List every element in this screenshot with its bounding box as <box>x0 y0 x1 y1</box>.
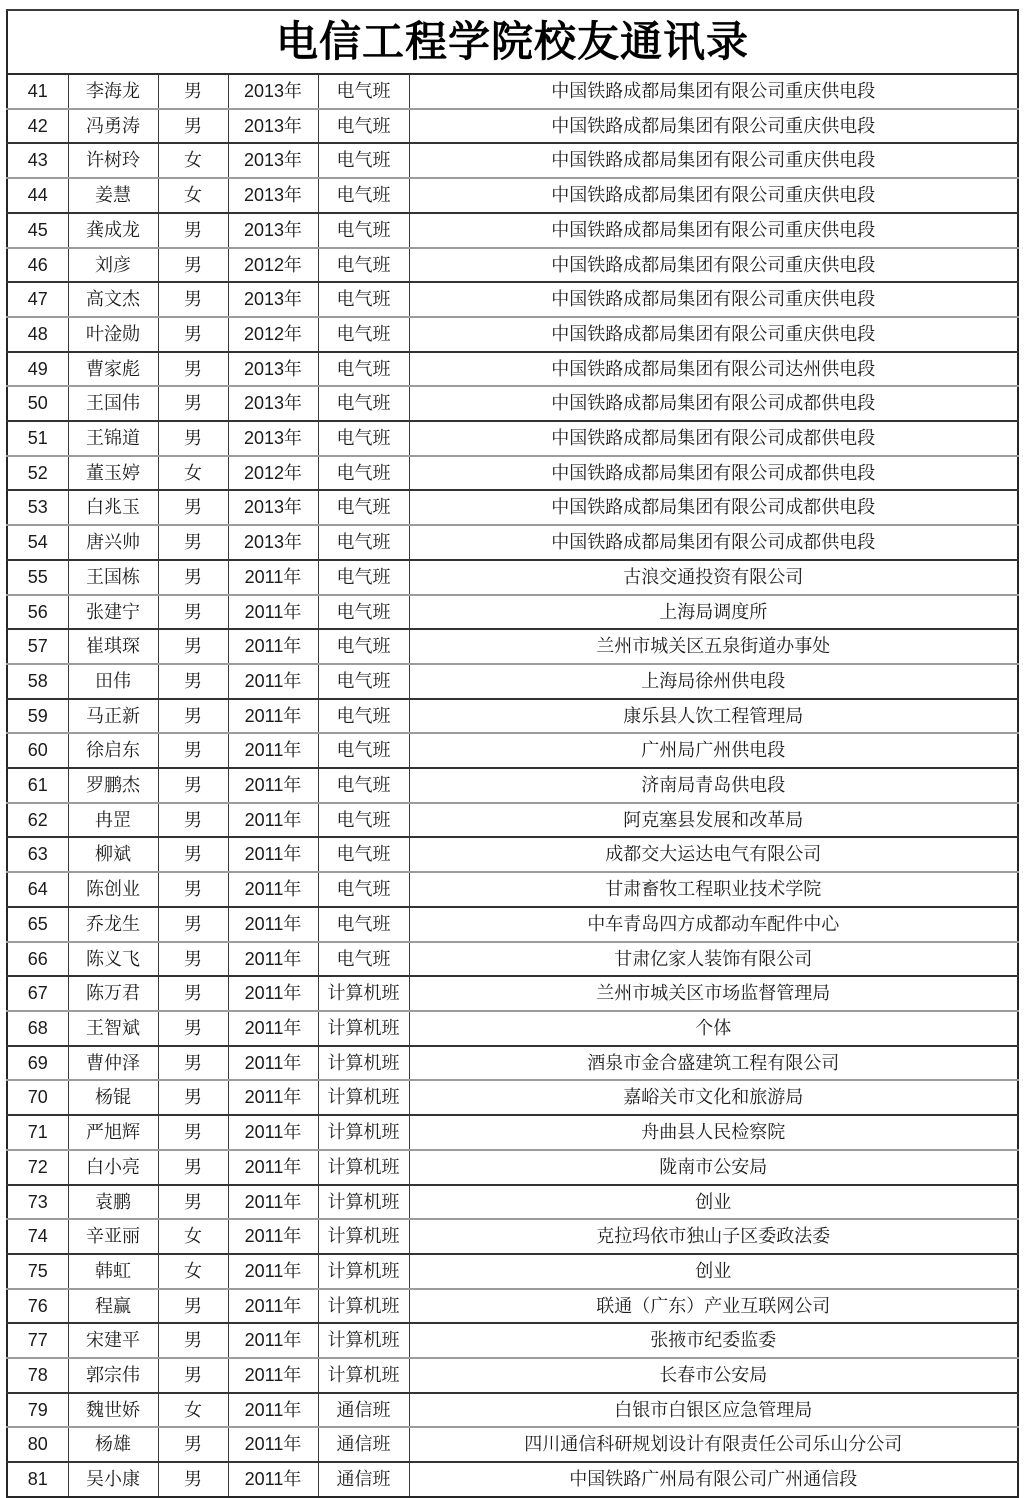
table-row <box>7 1289 1018 1324</box>
cell-workplace: 陇南市公安局 <box>409 1150 1018 1185</box>
cell-class: 计算机班 <box>318 1046 409 1081</box>
cell-workplace: 中国铁路成都局集团有限公司成都供电段 <box>409 386 1018 421</box>
cell-row-number: 80 <box>7 1427 68 1462</box>
cell-name: 白小亮 <box>68 1150 158 1185</box>
cell-row-number: 42 <box>7 109 68 144</box>
cell-name: 陈创业 <box>68 872 158 907</box>
table-row <box>7 1254 1018 1289</box>
cell-gender: 男 <box>158 1358 228 1393</box>
cell-workplace: 中国铁路成都局集团有限公司成都供电段 <box>409 525 1018 560</box>
table-row <box>7 1393 1018 1428</box>
cell-name: 许树玲 <box>68 143 158 178</box>
cell-year: 2011年 <box>228 837 318 872</box>
cell-workplace: 济南局青岛供电段 <box>409 768 1018 803</box>
cell-row-number: 43 <box>7 143 68 178</box>
cell-year: 2011年 <box>228 1011 318 1046</box>
cell-year: 2011年 <box>228 1254 318 1289</box>
table-row <box>7 525 1018 560</box>
cell-class: 电气班 <box>318 595 409 630</box>
cell-gender: 男 <box>158 352 228 387</box>
cell-row-number: 57 <box>7 629 68 664</box>
cell-year: 2013年 <box>228 143 318 178</box>
cell-class: 电气班 <box>318 733 409 768</box>
cell-row-number: 66 <box>7 942 68 977</box>
table-row <box>7 1427 1018 1462</box>
cell-class: 电气班 <box>318 560 409 595</box>
cell-workplace: 中国铁路成都局集团有限公司重庆供电段 <box>409 282 1018 317</box>
cell-year: 2011年 <box>228 664 318 699</box>
cell-class: 计算机班 <box>318 1358 409 1393</box>
cell-gender: 女 <box>158 456 228 491</box>
cell-gender: 男 <box>158 1323 228 1358</box>
cell-class: 计算机班 <box>318 1080 409 1115</box>
cell-gender: 男 <box>158 976 228 1011</box>
cell-workplace: 中国铁路成都局集团有限公司重庆供电段 <box>409 317 1018 352</box>
cell-name: 韩虹 <box>68 1254 158 1289</box>
cell-row-number: 55 <box>7 560 68 595</box>
cell-gender: 男 <box>158 525 228 560</box>
cell-gender: 男 <box>158 803 228 838</box>
cell-class: 电气班 <box>318 143 409 178</box>
cell-class: 电气班 <box>318 664 409 699</box>
cell-workplace: 兰州市城关区市场监督管理局 <box>409 976 1018 1011</box>
cell-workplace: 广州局广州供电段 <box>409 733 1018 768</box>
cell-workplace: 克拉玛依市独山子区委政法委 <box>409 1219 1018 1254</box>
cell-gender: 女 <box>158 178 228 213</box>
cell-workplace: 中国铁路成都局集团有限公司成都供电段 <box>409 421 1018 456</box>
cell-gender: 男 <box>158 560 228 595</box>
cell-name: 杨雄 <box>68 1427 158 1462</box>
cell-workplace: 中国铁路成都局集团有限公司重庆供电段 <box>409 74 1018 109</box>
cell-row-number: 41 <box>7 74 68 109</box>
cell-row-number: 70 <box>7 1080 68 1115</box>
cell-gender: 男 <box>158 942 228 977</box>
cell-class: 计算机班 <box>318 1011 409 1046</box>
cell-gender: 女 <box>158 143 228 178</box>
cell-year: 2012年 <box>228 317 318 352</box>
cell-name: 李海龙 <box>68 74 158 109</box>
cell-class: 通信班 <box>318 1462 409 1497</box>
cell-name: 曹家彪 <box>68 352 158 387</box>
cell-name: 严旭辉 <box>68 1115 158 1150</box>
cell-workplace: 联通（广东）产业互联网公司 <box>409 1289 1018 1324</box>
cell-workplace: 中国铁路成都局集团有限公司达州供电段 <box>409 352 1018 387</box>
cell-workplace: 上海局徐州供电段 <box>409 664 1018 699</box>
cell-year: 2011年 <box>228 560 318 595</box>
page-title: 电信工程学院校友通讯录 <box>7 10 1018 74</box>
cell-name: 宋建平 <box>68 1323 158 1358</box>
cell-year: 2011年 <box>228 1185 318 1220</box>
cell-gender: 男 <box>158 733 228 768</box>
cell-gender: 男 <box>158 386 228 421</box>
cell-class: 电气班 <box>318 872 409 907</box>
cell-year: 2013年 <box>228 421 318 456</box>
cell-name: 徐启东 <box>68 733 158 768</box>
cell-name: 张建宁 <box>68 595 158 630</box>
cell-row-number: 73 <box>7 1185 68 1220</box>
cell-class: 电气班 <box>318 803 409 838</box>
cell-name: 田伟 <box>68 664 158 699</box>
cell-name: 王国栋 <box>68 560 158 595</box>
cell-year: 2013年 <box>228 213 318 248</box>
table-row <box>7 1323 1018 1358</box>
table-row <box>7 629 1018 664</box>
cell-workplace: 创业 <box>409 1185 1018 1220</box>
cell-name: 陈义飞 <box>68 942 158 977</box>
table-row <box>7 595 1018 630</box>
cell-year: 2011年 <box>228 803 318 838</box>
cell-year: 2011年 <box>228 595 318 630</box>
table-row <box>7 1080 1018 1115</box>
cell-row-number: 68 <box>7 1011 68 1046</box>
cell-row-number: 60 <box>7 733 68 768</box>
cell-gender: 女 <box>158 1219 228 1254</box>
cell-workplace: 古浪交通投资有限公司 <box>409 560 1018 595</box>
cell-year: 2011年 <box>228 1358 318 1393</box>
table-row <box>7 1185 1018 1220</box>
cell-name: 袁鹏 <box>68 1185 158 1220</box>
cell-gender: 男 <box>158 1185 228 1220</box>
cell-gender: 男 <box>158 213 228 248</box>
table-row <box>7 803 1018 838</box>
cell-class: 电气班 <box>318 942 409 977</box>
cell-gender: 男 <box>158 1462 228 1497</box>
cell-workplace: 中国铁路成都局集团有限公司成都供电段 <box>409 456 1018 491</box>
cell-row-number: 72 <box>7 1150 68 1185</box>
title-row <box>7 10 1018 74</box>
cell-class: 电气班 <box>318 74 409 109</box>
cell-class: 电气班 <box>318 907 409 942</box>
cell-row-number: 56 <box>7 595 68 630</box>
cell-class: 通信班 <box>318 1427 409 1462</box>
table-row <box>7 248 1018 283</box>
cell-row-number: 74 <box>7 1219 68 1254</box>
table-row <box>7 1046 1018 1081</box>
cell-name: 王国伟 <box>68 386 158 421</box>
cell-name: 唐兴帅 <box>68 525 158 560</box>
cell-row-number: 77 <box>7 1323 68 1358</box>
cell-workplace: 阿克塞县发展和改革局 <box>409 803 1018 838</box>
cell-class: 电气班 <box>318 317 409 352</box>
table-row <box>7 872 1018 907</box>
cell-year: 2013年 <box>228 386 318 421</box>
cell-workplace: 中国铁路成都局集团有限公司重庆供电段 <box>409 143 1018 178</box>
cell-row-number: 53 <box>7 490 68 525</box>
cell-row-number: 79 <box>7 1393 68 1428</box>
cell-row-number: 81 <box>7 1462 68 1497</box>
table-row <box>7 421 1018 456</box>
cell-year: 2011年 <box>228 1393 318 1428</box>
cell-name: 王智斌 <box>68 1011 158 1046</box>
cell-class: 电气班 <box>318 837 409 872</box>
cell-row-number: 54 <box>7 525 68 560</box>
cell-gender: 女 <box>158 1393 228 1428</box>
cell-gender: 男 <box>158 1427 228 1462</box>
alumni-table <box>6 9 1019 1498</box>
cell-gender: 男 <box>158 1080 228 1115</box>
cell-row-number: 71 <box>7 1115 68 1150</box>
cell-year: 2013年 <box>228 74 318 109</box>
cell-gender: 男 <box>158 768 228 803</box>
cell-class: 计算机班 <box>318 1289 409 1324</box>
cell-workplace: 中国铁路成都局集团有限公司重庆供电段 <box>409 178 1018 213</box>
table-row <box>7 1011 1018 1046</box>
cell-gender: 男 <box>158 248 228 283</box>
cell-year: 2011年 <box>228 768 318 803</box>
cell-gender: 男 <box>158 317 228 352</box>
cell-row-number: 59 <box>7 699 68 734</box>
table-row <box>7 352 1018 387</box>
cell-class: 计算机班 <box>318 1115 409 1150</box>
cell-row-number: 49 <box>7 352 68 387</box>
cell-gender: 男 <box>158 699 228 734</box>
cell-class: 计算机班 <box>318 976 409 1011</box>
cell-name: 刘彦 <box>68 248 158 283</box>
cell-workplace: 上海局调度所 <box>409 595 1018 630</box>
cell-workplace: 酒泉市金合盛建筑工程有限公司 <box>409 1046 1018 1081</box>
cell-class: 电气班 <box>318 352 409 387</box>
table-row <box>7 560 1018 595</box>
cell-gender: 男 <box>158 1150 228 1185</box>
cell-row-number: 50 <box>7 386 68 421</box>
cell-gender: 男 <box>158 421 228 456</box>
table-row <box>7 317 1018 352</box>
cell-gender: 女 <box>158 1254 228 1289</box>
cell-class: 电气班 <box>318 629 409 664</box>
cell-year: 2013年 <box>228 178 318 213</box>
cell-name: 陈万君 <box>68 976 158 1011</box>
cell-year: 2011年 <box>228 907 318 942</box>
cell-year: 2011年 <box>228 1289 318 1324</box>
cell-gender: 男 <box>158 837 228 872</box>
table-row <box>7 74 1018 109</box>
cell-workplace: 四川通信科研规划设计有限责任公司乐山分公司 <box>409 1427 1018 1462</box>
cell-row-number: 62 <box>7 803 68 838</box>
cell-name: 冯勇涛 <box>68 109 158 144</box>
cell-year: 2011年 <box>228 942 318 977</box>
cell-class: 计算机班 <box>318 1219 409 1254</box>
cell-gender: 男 <box>158 74 228 109</box>
cell-class: 电气班 <box>318 109 409 144</box>
cell-name: 罗鹏杰 <box>68 768 158 803</box>
cell-year: 2013年 <box>228 490 318 525</box>
cell-class: 电气班 <box>318 178 409 213</box>
cell-gender: 男 <box>158 1011 228 1046</box>
cell-class: 通信班 <box>318 1393 409 1428</box>
cell-name: 乔龙生 <box>68 907 158 942</box>
cell-class: 电气班 <box>318 525 409 560</box>
table-row <box>7 213 1018 248</box>
cell-workplace: 成都交大运达电气有限公司 <box>409 837 1018 872</box>
cell-class: 计算机班 <box>318 1254 409 1289</box>
cell-name: 辛亚丽 <box>68 1219 158 1254</box>
table-row <box>7 178 1018 213</box>
cell-gender: 男 <box>158 629 228 664</box>
table-row <box>7 1358 1018 1393</box>
cell-year: 2011年 <box>228 1080 318 1115</box>
cell-row-number: 48 <box>7 317 68 352</box>
cell-workplace: 中国铁路成都局集团有限公司成都供电段 <box>409 490 1018 525</box>
cell-workplace: 长春市公安局 <box>409 1358 1018 1393</box>
table-row <box>7 699 1018 734</box>
table-row <box>7 386 1018 421</box>
cell-class: 电气班 <box>318 282 409 317</box>
cell-row-number: 47 <box>7 282 68 317</box>
cell-name: 崔琪琛 <box>68 629 158 664</box>
cell-year: 2011年 <box>228 1462 318 1497</box>
cell-year: 2013年 <box>228 525 318 560</box>
cell-gender: 男 <box>158 664 228 699</box>
cell-workplace: 白银市白银区应急管理局 <box>409 1393 1018 1428</box>
table-row <box>7 1219 1018 1254</box>
cell-year: 2012年 <box>228 248 318 283</box>
cell-workplace: 舟曲县人民检察院 <box>409 1115 1018 1150</box>
cell-year: 2011年 <box>228 1115 318 1150</box>
table-row <box>7 837 1018 872</box>
cell-workplace: 甘肃畜牧工程职业技术学院 <box>409 872 1018 907</box>
cell-name: 吴小康 <box>68 1462 158 1497</box>
cell-name: 程赢 <box>68 1289 158 1324</box>
cell-year: 2011年 <box>228 1150 318 1185</box>
cell-workplace: 中国铁路成都局集团有限公司重庆供电段 <box>409 248 1018 283</box>
cell-year: 2013年 <box>228 282 318 317</box>
cell-year: 2011年 <box>228 699 318 734</box>
cell-row-number: 51 <box>7 421 68 456</box>
cell-gender: 男 <box>158 907 228 942</box>
cell-workplace: 中国铁路成都局集团有限公司重庆供电段 <box>409 109 1018 144</box>
cell-workplace: 创业 <box>409 1254 1018 1289</box>
cell-class: 计算机班 <box>318 1185 409 1220</box>
cell-year: 2011年 <box>228 733 318 768</box>
cell-row-number: 46 <box>7 248 68 283</box>
cell-row-number: 44 <box>7 178 68 213</box>
cell-class: 电气班 <box>318 248 409 283</box>
cell-year: 2012年 <box>228 456 318 491</box>
cell-year: 2011年 <box>228 872 318 907</box>
table-row <box>7 282 1018 317</box>
cell-workplace: 个体 <box>409 1011 1018 1046</box>
table-row <box>7 768 1018 803</box>
cell-row-number: 75 <box>7 1254 68 1289</box>
cell-workplace: 甘肃亿家人装饰有限公司 <box>409 942 1018 977</box>
cell-class: 电气班 <box>318 699 409 734</box>
table-row <box>7 1462 1018 1497</box>
cell-name: 王锦道 <box>68 421 158 456</box>
cell-name: 柳斌 <box>68 837 158 872</box>
cell-class: 电气班 <box>318 456 409 491</box>
cell-name: 曹仲泽 <box>68 1046 158 1081</box>
table-row <box>7 942 1018 977</box>
table-row <box>7 143 1018 178</box>
cell-year: 2011年 <box>228 629 318 664</box>
table-row <box>7 1115 1018 1150</box>
cell-row-number: 52 <box>7 456 68 491</box>
cell-name: 高文杰 <box>68 282 158 317</box>
cell-gender: 男 <box>158 1046 228 1081</box>
cell-gender: 男 <box>158 490 228 525</box>
table-row <box>7 456 1018 491</box>
alumni-table-body <box>7 74 1018 1497</box>
cell-year: 2011年 <box>228 1219 318 1254</box>
table-row <box>7 976 1018 1011</box>
cell-name: 叶淦勋 <box>68 317 158 352</box>
cell-row-number: 58 <box>7 664 68 699</box>
cell-name: 冉罡 <box>68 803 158 838</box>
cell-year: 2011年 <box>228 1427 318 1462</box>
cell-workplace: 中车青岛四方成都动车配件中心 <box>409 907 1018 942</box>
cell-workplace: 中国铁路成都局集团有限公司重庆供电段 <box>409 213 1018 248</box>
cell-workplace: 中国铁路广州局有限公司广州通信段 <box>409 1462 1018 1497</box>
cell-gender: 男 <box>158 1289 228 1324</box>
cell-gender: 男 <box>158 282 228 317</box>
cell-name: 魏世娇 <box>68 1393 158 1428</box>
table-row <box>7 490 1018 525</box>
cell-class: 电气班 <box>318 768 409 803</box>
cell-row-number: 76 <box>7 1289 68 1324</box>
cell-year: 2011年 <box>228 1046 318 1081</box>
cell-row-number: 78 <box>7 1358 68 1393</box>
cell-workplace: 康乐县人饮工程管理局 <box>409 699 1018 734</box>
cell-class: 电气班 <box>318 386 409 421</box>
table-row <box>7 907 1018 942</box>
cell-class: 电气班 <box>318 490 409 525</box>
cell-gender: 男 <box>158 109 228 144</box>
cell-gender: 男 <box>158 872 228 907</box>
cell-class: 计算机班 <box>318 1150 409 1185</box>
cell-workplace: 张掖市纪委监委 <box>409 1323 1018 1358</box>
cell-name: 董玉婷 <box>68 456 158 491</box>
cell-row-number: 67 <box>7 976 68 1011</box>
cell-year: 2011年 <box>228 1323 318 1358</box>
table-row <box>7 109 1018 144</box>
cell-row-number: 64 <box>7 872 68 907</box>
cell-row-number: 61 <box>7 768 68 803</box>
cell-name: 郭宗伟 <box>68 1358 158 1393</box>
cell-row-number: 45 <box>7 213 68 248</box>
cell-year: 2013年 <box>228 109 318 144</box>
cell-year: 2013年 <box>228 352 318 387</box>
cell-name: 马正新 <box>68 699 158 734</box>
alumni-directory-sheet <box>6 9 1017 1498</box>
cell-class: 电气班 <box>318 213 409 248</box>
table-row <box>7 664 1018 699</box>
cell-class: 电气班 <box>318 421 409 456</box>
cell-row-number: 65 <box>7 907 68 942</box>
table-row <box>7 733 1018 768</box>
cell-row-number: 69 <box>7 1046 68 1081</box>
cell-workplace: 兰州市城关区五泉街道办事处 <box>409 629 1018 664</box>
table-row <box>7 1150 1018 1185</box>
cell-name: 姜慧 <box>68 178 158 213</box>
cell-name: 杨锟 <box>68 1080 158 1115</box>
cell-workplace: 嘉峪关市文化和旅游局 <box>409 1080 1018 1115</box>
cell-name: 白兆玉 <box>68 490 158 525</box>
cell-name: 龚成龙 <box>68 213 158 248</box>
cell-class: 计算机班 <box>318 1323 409 1358</box>
cell-gender: 男 <box>158 595 228 630</box>
cell-row-number: 63 <box>7 837 68 872</box>
cell-gender: 男 <box>158 1115 228 1150</box>
cell-year: 2011年 <box>228 976 318 1011</box>
